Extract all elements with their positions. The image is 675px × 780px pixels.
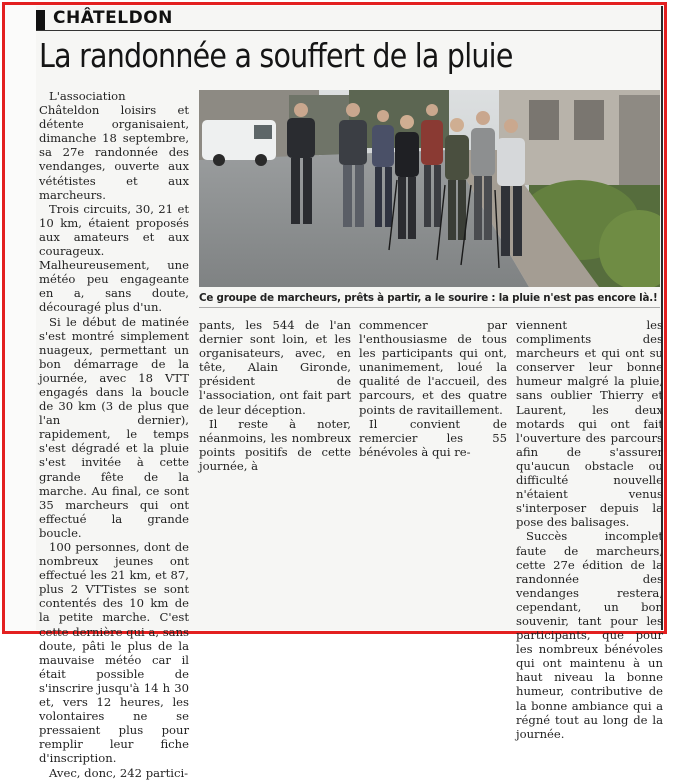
paragraph: Il convient de remercier les 55 bénévoles à qui re-	[359, 416, 507, 459]
article-column-3	[359, 318, 507, 459]
paragraph: viennent les compliments des marcheurs et qui ont su conserver leur bonne humeur malgré la pluie, sans oublier Thierry et Laurent, les deux motards qui ont fait l'ouverture des parcours afin de s'assurer qu'aucun obstacle ou difficulté nouvelle n'étaient venus s'interposer depuis la pose des balisages.	[516, 318, 663, 530]
group-photo	[199, 90, 660, 287]
paragraph: pants, les 544 de l'an dernier sont loin, et les organisateurs, avec, en tête, Alain Gironde, président de l'association, ont fait part de leur déception.	[199, 318, 351, 417]
article-column-4	[516, 318, 663, 741]
paragraph: 100 personnes, dont de nombreux jeunes ont effectué les 21 km, et 87, plus 2 VTTistes se sont contentés des 10 km de la petite marche. C'est cette dernière qui a, sans doute, pâti le plus de la mauvaise météo car il était possible de s'inscrire jusqu'à 14 h 30 et, vers 12 heures, les volontaires ne se pressaient plus pour remplir leur fiche d'inscription.	[39, 540, 190, 766]
article-column-1	[39, 89, 189, 780]
photo-caption: Ce groupe de marcheurs, prêts à partir, a le sourire : la pluie n'est pas encore là.!	[199, 292, 658, 304]
paragraph: Trois circuits, 30, 21 et 10 km, étaient proposés aux amateurs et aux courageux. Malheureusement, une météo peu engageante en a, sans doute, découragé plus d'un.	[39, 201, 189, 315]
article-column-2	[199, 318, 351, 473]
paragraph: Il reste à noter, néanmoins, les nombreux points positifs de cette journée, à	[199, 416, 351, 473]
headline: La randonnée a souffert de la pluie	[39, 36, 513, 75]
section-marker	[36, 10, 45, 30]
paragraph: Succès incomplet faute de marcheurs, cette 27e édition de la randonnée des vendanges restera, cependant, un bon souvenir, tant pour les participants, que pour les nombreux bénévoles qui ont maintenu à un haut niveau la bonne humeur, contributive de la bonne ambiance qui a régné tout au long de la journée.	[516, 529, 663, 741]
paragraph: commencer par l'enthousiasme de tous les participants qui ont, unanimement, loué la qualité de l'accueil, des parcours, et des quatre points de ravitaillement.	[359, 318, 507, 417]
paragraph: Si le début de matinée s'est montré simplement nuageux, permettant un bon démarrage de la journée, avec 18 VTT engagés dans la boucle de 30 km (3 de plus que l'an dernier), rapidement, le temps s'est dégradé et la pluie s'est invitée à cette grande fête de la marche. Au final, ce sont 35 marcheurs qui ont effectué la grande boucle.	[39, 314, 189, 540]
section-header	[36, 8, 661, 31]
caption-divider	[199, 307, 660, 308]
section-name: CHÂTELDON	[53, 8, 173, 28]
photo-illustration	[199, 90, 660, 287]
paragraph: L'association Châteldon loisirs et détente organisaient, dimanche 18 septembre, sa 27e randonnée des vendanges, ouverte aux vététistes et aux marcheurs.	[39, 89, 189, 202]
paragraph: Avec, donc, 242 partici-	[49, 765, 189, 780]
